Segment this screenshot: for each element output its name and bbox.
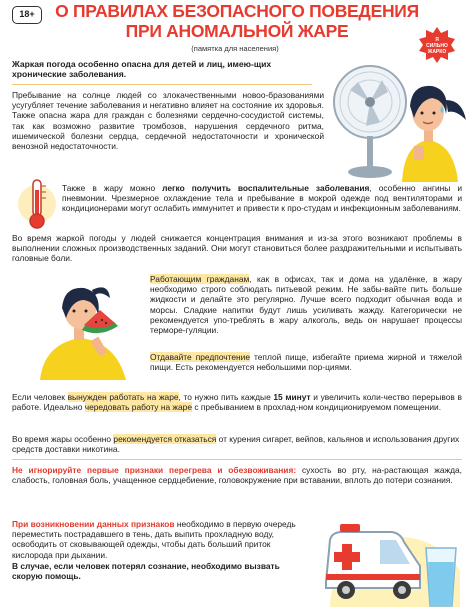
ambulance-illustration <box>320 522 466 608</box>
title-line-1: О ПРАВИЛАХ БЕЗОПАСНОГО ПОВЕДЕНИЯ <box>55 1 419 21</box>
sweating-woman <box>402 86 466 182</box>
p6-highlight-1: вынужден работать на жаре <box>67 392 179 402</box>
p6-c: и увеличить коли-чество перерывов в работе. Идеально <box>12 392 462 413</box>
paragraph-smoking <box>12 434 462 454</box>
paragraph-inflammatory <box>62 183 462 214</box>
hot-sticker-l2: СИЛЬНО <box>426 43 448 49</box>
p6-a: Если человек <box>12 392 68 402</box>
fan-icon <box>334 66 406 178</box>
paragraph-work-in-heat <box>12 392 462 412</box>
paragraph-first-aid <box>12 519 312 581</box>
p7-b: от курения сигарет, вейпов, кальянов и использования других средств доставки никотина. <box>12 434 460 455</box>
p9-rest: необходимо в первую очередь переместить пострадавшего в тень, дать выпить прохладную воду, освободить от сковывающей одежды, чтобы дать больший приток кислорода при дыхании. <box>12 519 296 560</box>
water-glass-icon <box>426 548 456 606</box>
p4-highlight: Работающим гражданам <box>150 274 250 284</box>
divider <box>12 84 312 85</box>
title-line-2: ПРИ АНОМАЛЬНОЙ ЖАРЕ <box>125 21 349 41</box>
p2-b: легко получить воспалительные заболевания <box>162 183 370 193</box>
p9-bold: В случае, если человек потерял сознание, необходимо вызвать скорую помощь. <box>12 560 280 582</box>
p6-bold: 15 минут <box>273 392 311 402</box>
paragraph-drinking-regime <box>150 274 462 335</box>
p7-a: Во время жары особенно <box>12 434 114 444</box>
intro-text: Жаркая погода особенно опасна для детей и лиц, имею-щих хронические заболевания. <box>12 59 272 80</box>
hot-sticker-l3: ЖАРКО <box>427 49 447 55</box>
p2-c: , особенно ангины и пневмонии. Чрезмерное охлаждение тела и пребывание в мокрой одежде под вентиляторами и кондиционерами могут ослабить иммунитет и привести к про-студам и инфекционным заболеваниям. <box>62 183 463 214</box>
woman-with-fan-illustration <box>322 60 472 182</box>
p6-highlight-2: чередовать работу на жаре <box>84 402 193 413</box>
paragraph-warning-signs <box>12 465 462 485</box>
p4-rest: , как в офисах, так и дома на удалёнке, в жару необходимо строго соблюдать питьевой режим. Не забы-вайте пить больше жидкости и делайте это регулярно. Лучше всего подходит обычная вода и морсы. Сладкие напитки будут лишь усиливать жажду. Категорически не рекомендуется упо-треблять в жару алкоголь, ведь он нарушает процессы терморе-гуляции. <box>150 274 462 336</box>
hot-sticker-l1: Я <box>435 37 439 43</box>
paragraph-chronic-diseases: Пребывание на солнце людей со злокачественными новоо-бразованиями усугубляет течение заболевания и негативно влияет на состояние их здоровья. Также опасна жара для граждан с болезнями сердечно-сосудистой системы, так как возможно развитие тромбозов, нарушения сердечного ритма, ишемической болезни сердца, сердечной недостаточности и хронической венозной недостаточности. <box>12 90 324 152</box>
paragraph-food <box>150 352 462 372</box>
age-rating-badge: 18+ <box>12 6 42 24</box>
page-title <box>50 1 424 41</box>
woman-with-watermelon-illustration <box>30 278 142 380</box>
page-subtitle: (памятка для населения) <box>191 44 279 53</box>
p5-highlight: Отдавайте предпочтение <box>150 352 251 362</box>
paragraph-concentration: Во время жаркой погоды у людей снижается концентрация внимания и из-за этого возникают проблемы в выполнении сложных производственных заданий. Они могут становиться более раздражительными и испытывать головные боли. <box>12 233 462 264</box>
p6-b: , то нужно пить каждые <box>178 392 274 402</box>
hot-sticker-icon <box>418 26 456 64</box>
p9-red: При возникновении данных признаков <box>12 519 175 529</box>
p8-red: Не игнорируйте первые признаки перегрева и обезвоживания: <box>12 465 297 475</box>
p8-rest: сухость во рту, на-растающая жажда, слабость, головная боль, учащенное сердцебиение, головокружение при вставании, вплоть до потери сознания. <box>12 465 463 486</box>
ambulance-icon <box>326 524 420 599</box>
divider <box>12 459 462 460</box>
p5-rest: теплой пище, избегайте приема жирной и тяжелой пищи. Есть рекомендуется небольшими пор-циями. <box>150 352 462 373</box>
p2-a: Также в жару можно <box>62 183 163 193</box>
thermometer-icon <box>16 176 58 232</box>
p7-highlight: рекомендуется отказаться <box>113 434 217 444</box>
p6-d: с пребыванием в прохлад-ном кондиционируемом помещении. <box>192 402 442 413</box>
